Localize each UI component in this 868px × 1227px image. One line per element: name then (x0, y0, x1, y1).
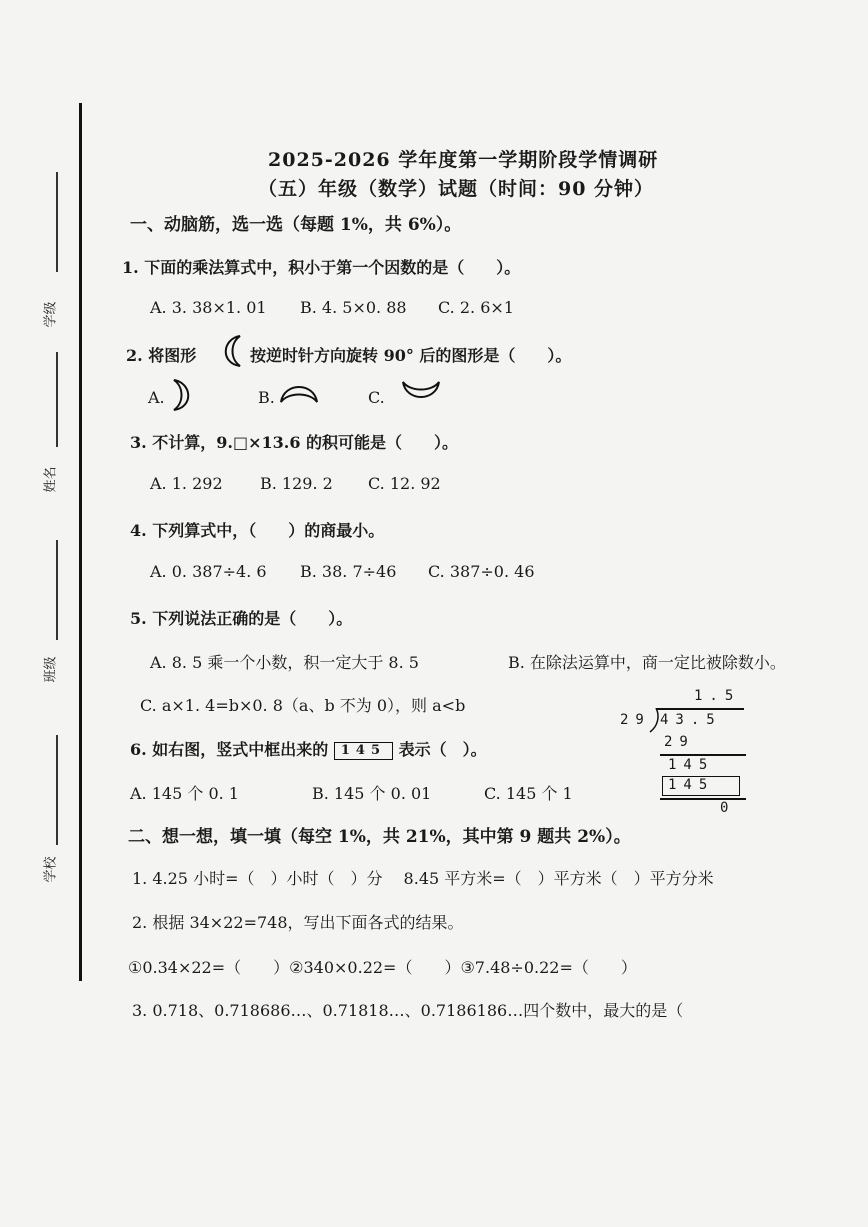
q4-option-b: B. 38. 7÷46 (300, 562, 397, 581)
q1-option-b: B. 4. 5×0. 88 (300, 298, 407, 317)
q2-option-c: C. (368, 388, 385, 407)
q5-option-c: C. a×1. 4=b×0. 8（a、b 不为 0），则 a<b (140, 696, 466, 715)
q6-option-c: C. 145 个 1 (484, 784, 573, 803)
q3-option-c: C. 12. 92 (368, 474, 441, 493)
q6-stem-a: 6. 如右图，竖式中框出来的 (130, 740, 329, 759)
q6-option-b: B. 145 个 0. 01 (312, 784, 432, 803)
q2-stem-b: 按逆时针方向旋转 90° 后的图形是（ ）。 (250, 346, 572, 365)
q2-option-a: A. (148, 388, 165, 407)
exam-title: 2025-2026 学年度第一学期阶段学情调研 (268, 149, 659, 171)
q5-option-b: B. 在除法运算中，商一定比被除数小。 (508, 653, 786, 672)
grade-blank (56, 172, 58, 272)
division-remainder: 0 (720, 800, 736, 816)
q1-stem: 1. 下面的乘法算式中，积小于第一个因数的是（ ）。 (122, 258, 521, 277)
q6-boxed-number: 145 (334, 742, 393, 760)
division-divisor: 29 (620, 712, 651, 728)
division-quotient: 1.5 (694, 688, 741, 704)
class-label: 班级 (43, 656, 59, 683)
s2-q1: 1. 4.25 小时=（ ）小时（ ）分 8.45 平方米=（ ）平方米（ ）平方分米 (132, 869, 714, 888)
s2-q2-stem: 2. 根据 34×22=748，写出下面各式的结果。 (132, 913, 464, 932)
exam-subtitle: （五）年级（数学）试题（时间：90 分钟） (258, 178, 655, 200)
division-bar (656, 708, 744, 710)
class-blank (56, 540, 58, 640)
section1-heading: 一、动脑筋，选一选（每题 1%，共 6%）。 (130, 215, 462, 235)
q4-option-c: C. 387÷0. 46 (428, 562, 535, 581)
q2-stem-a: 2. 将图形 (126, 346, 197, 365)
division-step1: 29 (664, 734, 695, 750)
division-step3: 145 (668, 777, 715, 793)
grade-label: 学级 (43, 301, 59, 328)
q3-option-a: A. 1. 292 (150, 474, 223, 493)
q1-option-a: A. 3. 38×1. 01 (150, 298, 267, 317)
s2-q2-items: ①0.34×22=（ ）②340×0.22=（ ）③7.48÷0.22=（ ） (128, 958, 637, 977)
q6-option-a: A. 145 个 0. 1 (130, 784, 239, 803)
division-rule1 (660, 754, 746, 756)
division-step2: 145 (668, 757, 715, 773)
s2-q3: 3. 0.718、0.718686…、0.71818…、0.7186186…四个数中，最大的是（ (132, 1001, 684, 1020)
q5-option-a: A. 8. 5 乘一个小数，积一定大于 8. 5 (150, 653, 419, 672)
q2-option-b: B. (258, 388, 275, 407)
q4-option-a: A. 0. 387÷4. 6 (150, 562, 267, 581)
school-label: 学校 (43, 856, 59, 883)
q4-stem: 4. 下列算式中，（ ）的商最小。 (130, 521, 385, 540)
binding-line (79, 103, 82, 981)
crescent-down-icon (400, 378, 442, 406)
crescent-right-icon (170, 377, 198, 413)
division-dividend: 43.5 (660, 712, 722, 728)
q6-stem (130, 737, 487, 760)
crescent-up-icon (278, 378, 320, 406)
q6-stem-b: 表示（ ）。 (398, 740, 487, 759)
crescent-left-icon (214, 333, 246, 369)
name-blank (56, 352, 58, 447)
section2-heading: 二、想一想，填一填（每空 1%，共 21%，其中第 9 题共 2%）。 (128, 827, 631, 847)
school-blank (56, 735, 58, 845)
q3-option-b: B. 129. 2 (260, 474, 333, 493)
long-division-figure (612, 686, 752, 821)
q5-stem: 5. 下列说法正确的是（ ）。 (130, 609, 353, 628)
q1-option-c: C. 2. 6×1 (438, 298, 514, 317)
name-label: 姓名 (43, 466, 59, 493)
q3-stem: 3. 不计算，9.□×13.6 的积可能是（ ）。 (130, 433, 459, 452)
